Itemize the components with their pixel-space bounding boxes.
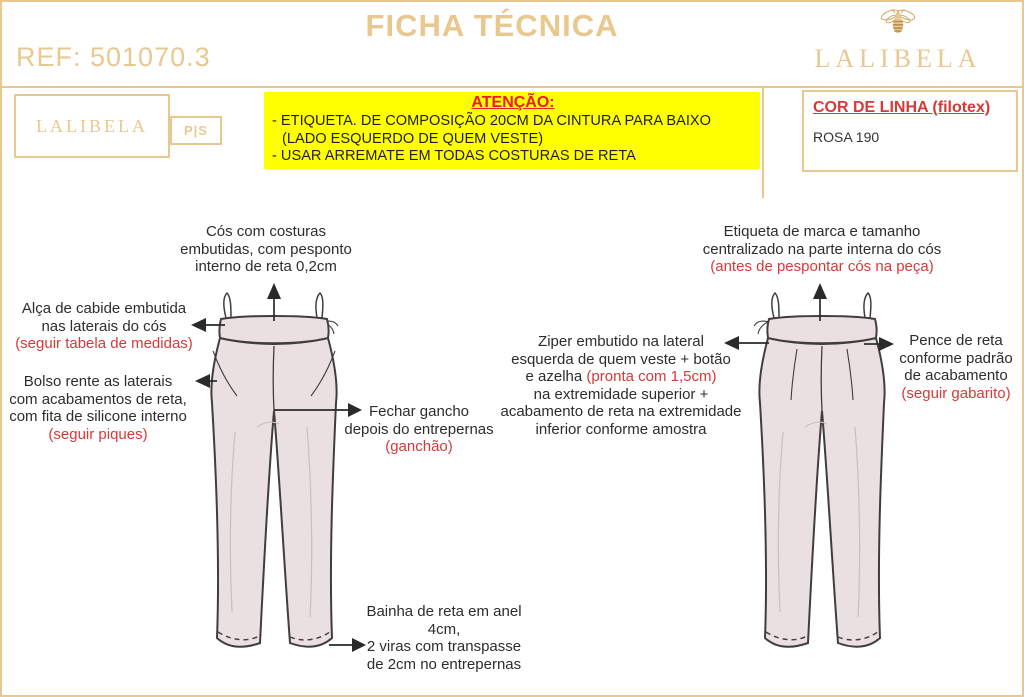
annotation-line: de acabamento <box>904 367 1008 384</box>
annotation-note: (seguir piques) <box>48 425 148 443</box>
annotation-note: (pronta com 1,5cm) <box>586 368 717 385</box>
attention-line: (LADO ESQUERDO DE QUEM VESTE) <box>282 130 544 147</box>
annotation-waistband <box>152 223 380 276</box>
annotation-line: embutidas, com pesponto <box>180 240 352 258</box>
annotation-note: (seguir gabarito) <box>901 384 1011 402</box>
annotation-hem <box>351 603 537 673</box>
annotation-line: Alça de cabide embutida <box>21 300 187 317</box>
hanger-loop-left <box>772 293 779 318</box>
annotation-line: Etiqueta de marca e tamanho <box>723 223 921 240</box>
annotation-note: (seguir tabela de medidas) <box>15 335 193 352</box>
annotation-text: e azelha <box>525 368 587 385</box>
annotation-line: esquerda de quem veste + botão <box>511 350 731 368</box>
pants-body <box>759 338 884 647</box>
annotation-line: 2 viras com transpasse <box>366 638 522 655</box>
annotation-pocket <box>2 373 194 443</box>
pants-body <box>211 338 336 647</box>
annotation-line: acabamento de reta na extremidade <box>500 403 742 420</box>
annotation-line: inferior conforme amostra <box>535 420 707 438</box>
annotation-line: depois do entrepernas <box>344 420 494 438</box>
front-pants-drawing <box>211 293 338 647</box>
attention-line: - USAR ARREMATE EM TODAS COSTURAS DE RETA <box>272 148 636 164</box>
thread-color-title: COR DE LINHA (filotex) <box>813 99 991 116</box>
annotation-brand-label <box>696 223 948 276</box>
reference-number: REF: 501070.3 <box>16 42 211 72</box>
hanger-loop-left <box>224 293 231 318</box>
annotation-note: (ganchão) <box>385 438 453 455</box>
annotation-line: com acabamentos de reta, <box>9 390 187 408</box>
annotation-note: (antes de pespontar cós na peça) <box>710 258 934 275</box>
annotation-line: com fita de silicone interno <box>9 408 187 425</box>
annotation-hanger-loop <box>6 300 202 353</box>
back-pants-drawing <box>754 293 885 647</box>
annotation-line: na extremidade superior + <box>533 385 709 403</box>
waistband <box>767 316 876 343</box>
annotation-line: Pence de reta <box>909 332 1003 349</box>
annotation-dart <box>892 332 1020 402</box>
hanger-loop-right <box>864 293 871 318</box>
annotation-crotch <box>344 403 494 456</box>
brand-label-box: LALIBELA <box>14 94 170 158</box>
page-title: FICHA TÉCNICA <box>365 8 619 43</box>
hanger-loop-right <box>316 293 323 318</box>
attention-title: ATENÇÃO: <box>471 94 555 111</box>
annotation-line: Bainha de reta em anel 4cm, <box>366 603 522 638</box>
annotation-line: de 2cm no entrepernas <box>366 655 522 673</box>
annotation-line: Fechar gancho <box>368 403 470 420</box>
annotation-line: Bolso rente as laterais <box>23 373 173 390</box>
size-tag: P|S <box>170 116 222 145</box>
annotation-line: interno de reta 0,2cm <box>195 258 337 275</box>
annotation-line: nas laterais do cós <box>41 317 167 335</box>
attention-line: - ETIQUETA. DE COMPOSIÇÃO 20CM DA CINTURA PARA BAIXO <box>272 113 711 129</box>
annotation-line: Cós com costuras <box>205 223 327 240</box>
brand-wordmark: LALIBELA <box>814 44 982 73</box>
annotation-line: Ziper embutido na lateral <box>538 333 704 350</box>
annotation-zipper <box>494 333 748 438</box>
annotation-line: centralizado na parte interna do cós <box>702 240 942 258</box>
annotation-line: conforme padrão <box>899 349 1013 367</box>
annotation-line <box>494 368 748 386</box>
thread-color-value: ROSA 190 <box>813 129 880 145</box>
